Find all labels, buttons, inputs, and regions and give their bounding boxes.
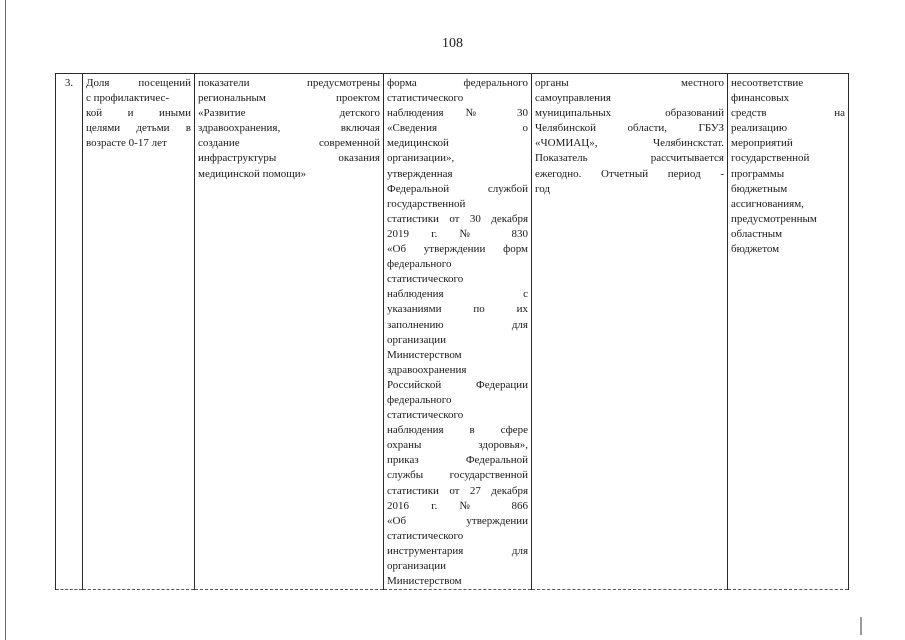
text-line: статистического [387, 273, 464, 286]
text-line: «Сведения о [387, 122, 528, 135]
text-line: указаниями по их [387, 303, 528, 316]
text-line: муниципальных образований [535, 107, 724, 120]
page-number: 108 [442, 36, 463, 51]
text-line: федерального [387, 393, 452, 406]
text-line: 2016 г. № 866 [387, 499, 528, 512]
risk-text [731, 76, 845, 257]
text-line: наблюдения в сфере [387, 424, 528, 437]
indicator-name-cell [83, 74, 195, 590]
text-line: медицинской [387, 137, 449, 150]
text-line: статистического [387, 409, 464, 422]
indicator-table [55, 73, 849, 590]
text-line: бюджетом [731, 243, 780, 256]
source-text [198, 76, 380, 182]
text-line: статистического [387, 529, 464, 542]
text-line: статистики от 27 декабря [387, 484, 528, 497]
row-number-cell [56, 74, 83, 590]
text-line: Доля посещений [86, 77, 191, 89]
text-line: инфраструктуры оказания [198, 152, 380, 165]
text-line: региональным проектом [198, 92, 380, 105]
text-line: «ЧОМИАЦ», Челябинскстат. [535, 137, 724, 150]
responsible-bodies-text [535, 76, 724, 197]
text-line: Министерством [387, 348, 462, 361]
text-line: областным [731, 227, 783, 240]
responsible-bodies-cell [532, 74, 728, 590]
text-line: статистики от 30 декабря [387, 212, 528, 225]
text-line: с профилактичес- [86, 92, 170, 105]
scan-edge-line [5, 0, 6, 640]
text-line: здравоохранения [387, 363, 467, 376]
statistical-form-text [387, 76, 528, 589]
text-line: реализацию [731, 122, 788, 135]
text-line: Челябинской области, ГБУЗ [535, 122, 724, 135]
text-line: Российской Федерации [387, 378, 528, 391]
text-line: мероприятий [731, 137, 793, 150]
text-line: федерального [387, 258, 452, 271]
text-line: государственной [387, 197, 466, 210]
text-line: средств на [731, 107, 845, 120]
text-line: «Об утверждении форм [387, 243, 528, 256]
text-line: организации [387, 333, 447, 346]
text-line: Министерством [387, 575, 462, 588]
text-line: самоуправления [535, 92, 611, 105]
text-line: ассигнованиям, [731, 197, 804, 210]
text-line: органы местного [535, 77, 724, 89]
text-line: создание современной [198, 137, 380, 150]
text-line: программы [731, 167, 785, 180]
text-line: форма федерального [387, 77, 528, 89]
text-line: здравоохранения, включая [198, 122, 380, 135]
text-line: показатели предусмотрены [198, 77, 380, 89]
text-line: наблюдения с [387, 288, 528, 301]
text-line: государственной [731, 152, 810, 165]
indicator-name-text [86, 76, 191, 151]
text-line: целями детьми в [86, 122, 191, 135]
source-cell [195, 74, 384, 590]
text-line: ежегодно. Отчетный период - [535, 167, 724, 180]
text-line: заполнению для [387, 318, 528, 331]
table-row [56, 74, 849, 590]
scan-mark [860, 617, 862, 635]
text-line: «Об утверждении [387, 514, 528, 527]
text-line: бюджетным [731, 182, 788, 195]
text-line: службы государственной [387, 469, 528, 482]
statistical-form-cell [384, 74, 532, 590]
text-line: медицинской помощи» [198, 167, 307, 180]
text-line: статистического [387, 92, 464, 105]
text-line: Федеральной службой [387, 182, 528, 195]
text-line: организации», [387, 152, 455, 165]
text-line: предусмотренным [731, 212, 817, 225]
text-line: возрасте 0-17 лет [86, 137, 167, 150]
text-line: кой и иными [86, 107, 191, 120]
text-line: «Развитие детского [198, 107, 380, 120]
text-line: наблюдения № 30 [387, 107, 528, 120]
text-line: инструментария для [387, 544, 528, 557]
text-line: охраны здоровья», [387, 439, 528, 452]
text-line: несоответствие [731, 77, 804, 89]
row-number: 3. [64, 77, 74, 89]
risk-cell [728, 74, 849, 590]
text-line: приказ Федеральной [387, 454, 528, 467]
text-line: организации [387, 560, 447, 572]
text-line: год [535, 182, 551, 195]
text-line: 2019 г. № 830 [387, 227, 528, 240]
text-line: финансовых [731, 92, 790, 105]
text-line: утвержденная [387, 167, 453, 180]
text-line: Показатель рассчитывается [535, 152, 724, 165]
